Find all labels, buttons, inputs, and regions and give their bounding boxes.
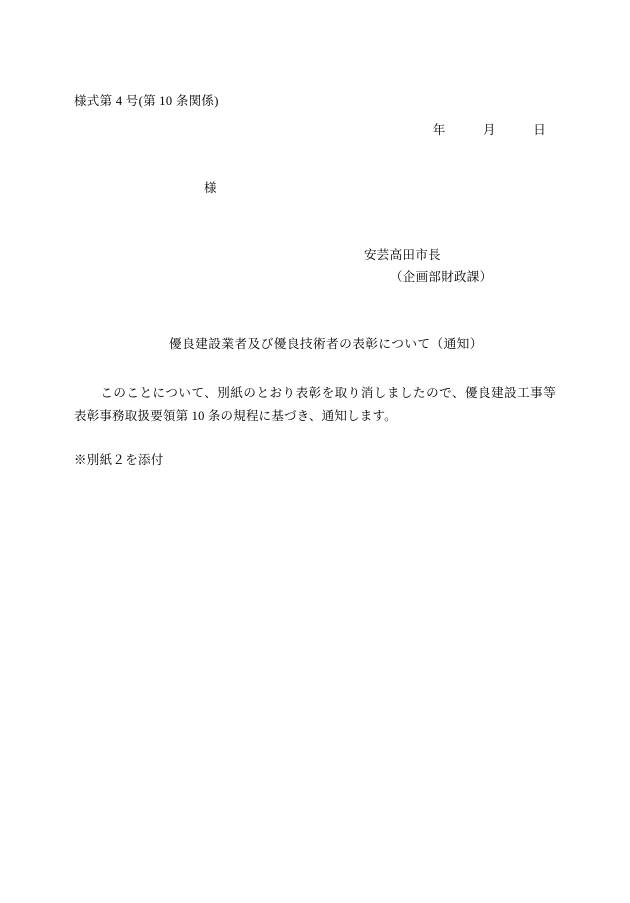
issuer-name: 安芸高田市長 — [364, 247, 441, 262]
document-title: 優良建設業者及び優良技術者の表彰について（通知） — [169, 336, 483, 351]
issuer-block — [74, 245, 556, 289]
form-number: 様式第 4 号(第 10 条関係) — [74, 94, 219, 108]
addressee-honorific: 様 — [204, 180, 217, 195]
issuer-department: （企画部財政課） — [390, 269, 493, 284]
date-year-label: 年 — [432, 122, 446, 137]
attachment-note: ※別紙２を添付 — [74, 452, 164, 467]
date-month-label: 月 — [482, 122, 496, 137]
body-paragraph — [74, 382, 556, 428]
paragraph-text: このことについて、別紙のとおり表彰を取り消しましたので、優良建設工事等表彰事務取扱要領第 10 条の規程に基づき、通知します。 — [74, 385, 556, 423]
date-day-label: 日 — [533, 122, 546, 137]
date-line — [74, 120, 556, 138]
document-body — [74, 92, 556, 468]
